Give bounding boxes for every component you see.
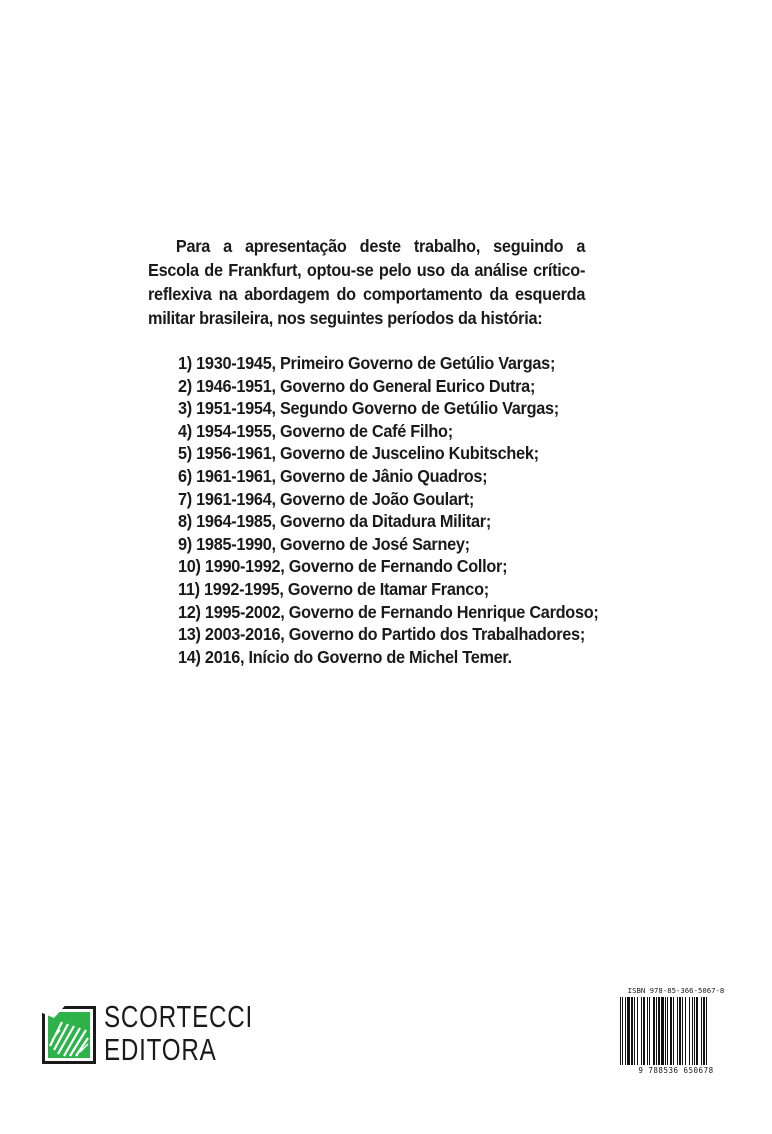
- list-item: 8) 1964-1985, Governo da Ditadura Militar;: [178, 511, 491, 532]
- list-item: 13) 2003-2016, Governo do Partido dos Trabalhadores;: [178, 624, 585, 645]
- list-item: 6) 1961-1961, Governo de Jânio Quadros;: [178, 465, 488, 486]
- list-item: 10) 1990-1992, Governo de Fernando Collor;: [178, 556, 508, 577]
- barcode-bars: [620, 997, 732, 1065]
- list-item: 2) 1946-1951, Governo do General Eurico Dutra;: [178, 375, 536, 396]
- periods-list: [178, 352, 599, 668]
- publisher-logo: [40, 999, 253, 1070]
- list-item: 9) 1985-1990, Governo de José Sarney;: [178, 533, 470, 554]
- isbn-barcode: [618, 986, 734, 1078]
- list-item: 12) 1995-2002, Governo de Fernando Henrique Cardoso;: [178, 601, 599, 622]
- list-item: 3) 1951-1954, Segundo Governo de Getúlio Vargas;: [178, 398, 559, 419]
- publisher-mark-icon: [40, 1000, 98, 1066]
- publisher-name: SCORTECCI: [104, 999, 253, 1034]
- list-item: 7) 1961-1964, Governo de João Goulart;: [178, 488, 475, 509]
- list-item: 14) 2016, Início do Governo de Michel Temer.: [178, 646, 512, 667]
- list-item: 11) 1992-1995, Governo de Itamar Franco;: [178, 578, 489, 599]
- intro-paragraph: [148, 234, 585, 330]
- list-item: 4) 1954-1955, Governo de Café Filho;: [178, 420, 453, 441]
- isbn-digits: 9 788536 650678: [638, 1066, 714, 1075]
- list-item: 5) 1956-1961, Governo de Juscelino Kubitschek;: [178, 443, 539, 464]
- list-item: 1) 1930-1945, Primeiro Governo de Getúlio Vargas;: [178, 353, 556, 373]
- isbn-label: ISBN 978-85-366-5067-8: [627, 986, 725, 995]
- intro-text: Para a apresentação deste trabalho, seguindo a Escola de Frankfurt, optou-se pelo uso da análise crítico-reflexiva na abordagem do comportamento da esquerda militar brasileira, nos seguintes períodos da história:: [148, 236, 586, 328]
- publisher-subtitle: EDITORA: [104, 1032, 217, 1067]
